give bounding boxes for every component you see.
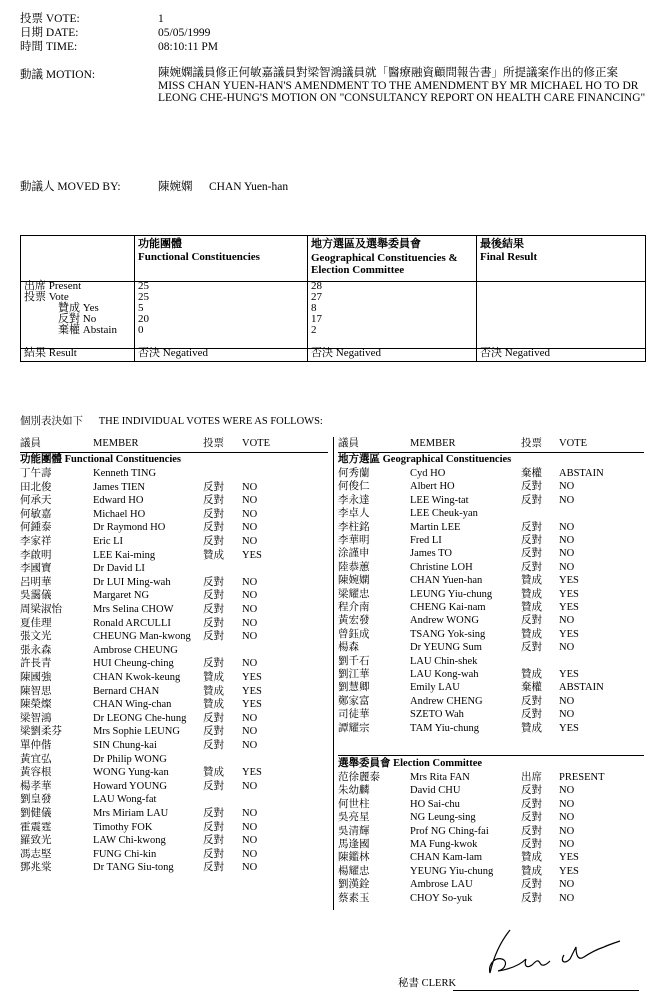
member-name-en: Andrew WONG xyxy=(410,615,479,627)
vote-zh: 贊成 xyxy=(521,722,542,734)
member-name-en: CHAN Wing-chan xyxy=(93,699,172,711)
member-name-zh: 劉皇發 xyxy=(20,794,52,806)
member-name-en: CHAN Kam-lam xyxy=(410,852,483,864)
member-name-en: Dr Philip WONG xyxy=(93,753,167,765)
member-name-zh: 劉千石 xyxy=(338,655,370,667)
summary-table xyxy=(20,235,646,362)
vote-en: NO xyxy=(559,521,575,533)
member-name-zh: 李啟明 xyxy=(20,549,52,561)
vote-en: NO xyxy=(242,631,258,643)
vote-zh: 反對 xyxy=(203,481,224,493)
member-name-en: Eric LI xyxy=(93,536,124,547)
member-name-zh: 范徐麗泰 xyxy=(338,772,380,783)
vote-zh: 贊成 xyxy=(203,549,224,561)
left-header-vote-zh: 投票 xyxy=(203,438,224,449)
fc-vote: 25 xyxy=(138,291,149,303)
member-name-zh: 李永達 xyxy=(338,494,370,506)
vote-zh: 出席 xyxy=(521,772,542,783)
vote-zh: 反對 xyxy=(521,839,542,850)
member-name-en: YEUNG Yiu-chung xyxy=(410,865,494,877)
vote-zh: 贊成 xyxy=(521,865,542,877)
vote-en: NO xyxy=(559,642,575,654)
vote-en: YES xyxy=(242,699,262,711)
member-name-en: Timothy FOK xyxy=(93,821,153,833)
result-label: 結果 Result xyxy=(24,347,77,359)
vote-en: YES xyxy=(559,865,579,877)
vote-zh: 反對 xyxy=(521,481,542,493)
member-name-en: LAU Chin-shek xyxy=(410,655,478,667)
member-name-zh: 鄭家富 xyxy=(338,695,370,707)
motion-text xyxy=(158,67,648,105)
vote-en: NO xyxy=(242,617,258,629)
vote-en: NO xyxy=(559,879,575,891)
vote-zh: 反對 xyxy=(521,561,542,573)
vote-zh: 反對 xyxy=(203,835,224,847)
member-name-zh: 楊森 xyxy=(338,642,359,654)
member-name-zh: 梁智鴻 xyxy=(20,712,52,724)
vote-en: NO xyxy=(242,726,258,738)
member-name-zh: 夏佳理 xyxy=(20,617,52,629)
vote-zh: 反對 xyxy=(203,808,224,819)
gc-header-zh: 地方選區及選舉委員會 xyxy=(311,238,421,250)
member-name-en: Edward HO xyxy=(93,495,144,507)
vote-en: NO xyxy=(559,481,575,493)
vote-en: NO xyxy=(559,548,575,560)
member-name-zh: 劉江華 xyxy=(338,669,370,680)
vote-zh: 反對 xyxy=(203,604,224,615)
vote-zh: 反對 xyxy=(203,848,224,860)
member-name-en: CHOY So-yuk xyxy=(410,892,473,904)
left-header-vote-en: VOTE xyxy=(242,438,270,449)
vote-en: NO xyxy=(559,709,575,721)
fc-no: 20 xyxy=(138,313,149,325)
member-name-zh: 何鍾泰 xyxy=(20,522,52,534)
vote-zh: 反對 xyxy=(203,821,224,833)
vote-zh: 棄權 xyxy=(521,468,542,479)
member-name-zh: 蔡素玉 xyxy=(338,892,370,904)
member-name-zh: 呂明華 xyxy=(20,576,52,588)
vote-number: 1 xyxy=(158,13,164,25)
member-name-en: HO Sai-chu xyxy=(410,798,460,810)
vote-en: NO xyxy=(559,839,575,850)
member-name-zh: 劉漢銓 xyxy=(338,879,370,891)
member-name-zh: 馮志堅 xyxy=(20,848,52,860)
vote-zh: 反對 xyxy=(203,658,224,670)
vote-en: YES xyxy=(559,722,579,734)
member-name-en: Michael HO xyxy=(93,508,146,520)
vote-zh: 贊成 xyxy=(521,628,542,640)
vote-en: NO xyxy=(242,821,258,833)
final-header-zh: 最後結果 xyxy=(480,238,524,250)
member-name-zh: 吳亮星 xyxy=(338,812,370,824)
member-name-zh: 何秀蘭 xyxy=(338,468,370,479)
vote-en: NO xyxy=(242,604,258,615)
member-name-en: LEE Kai-ming xyxy=(93,549,156,561)
gc-abstain: 2 xyxy=(311,324,317,336)
left-header-member-en: MEMBER xyxy=(93,438,139,449)
vote-label: 投票 VOTE: xyxy=(20,13,80,25)
member-name-en: CHAN Yuen-han xyxy=(410,575,483,587)
member-name-en: Dr TANG Siu-tong xyxy=(93,862,174,874)
gc-header-en: Geographical Constituencies & Election Committee xyxy=(311,252,458,276)
member-name-zh: 涂謹申 xyxy=(338,548,370,560)
member-name-en: LEE Cheuk-yan xyxy=(410,508,478,520)
moved-by-label: 動議人 MOVED BY: xyxy=(20,181,121,193)
vote-en: YES xyxy=(559,575,579,587)
yes-label: 贊成 Yes xyxy=(58,302,99,314)
time-value: 08:10:11 PM xyxy=(158,41,218,53)
member-name-zh: 何承天 xyxy=(20,495,52,507)
member-name-en: Dr LEONG Che-hung xyxy=(93,712,187,724)
member-name-en: HUI Cheung-ching xyxy=(93,658,174,670)
member-name-en: TSANG Yok-sing xyxy=(410,628,486,640)
member-name-zh: 李華明 xyxy=(338,535,370,546)
vote-en: NO xyxy=(242,576,258,588)
vote-en: YES xyxy=(559,588,579,600)
date-label: 日期 DATE: xyxy=(20,27,79,39)
member-name-en: Mrs Rita FAN xyxy=(410,772,470,783)
member-name-en: MA Fung-kwok xyxy=(410,839,478,850)
vote-zh: 贊成 xyxy=(521,669,542,680)
vote-zh: 反對 xyxy=(521,521,542,533)
right-header-vote-zh: 投票 xyxy=(521,438,542,449)
member-name-zh: 吳靄儀 xyxy=(20,590,52,602)
vote-zh: 反對 xyxy=(203,740,224,751)
member-name-en: TAM Yiu-chung xyxy=(410,722,480,734)
member-name-zh: 劉健儀 xyxy=(20,808,52,819)
vote-en: NO xyxy=(242,740,258,751)
vote-en: NO xyxy=(559,535,575,546)
member-name-zh: 劉慧卿 xyxy=(338,682,370,694)
right-header-member-en: MEMBER xyxy=(410,438,456,449)
member-name-en: James TIEN xyxy=(93,481,146,493)
vote-zh: 反對 xyxy=(203,862,224,874)
member-name-zh: 馬逢國 xyxy=(338,839,370,850)
member-name-zh: 單仲偕 xyxy=(20,740,52,751)
member-name-en: WONG Yung-kan xyxy=(93,767,169,779)
vote-en: YES xyxy=(242,685,262,697)
member-name-zh: 楊耀忠 xyxy=(338,865,370,877)
vote-zh: 反對 xyxy=(203,631,224,643)
date-value: 05/05/1999 xyxy=(158,27,211,39)
vote-zh: 反對 xyxy=(203,590,224,602)
vote-en: NO xyxy=(242,536,258,547)
member-name-zh: 張文光 xyxy=(20,631,52,643)
fc-abstain: 0 xyxy=(138,324,144,336)
member-name-zh: 譚耀宗 xyxy=(338,722,370,734)
member-name-zh: 梁耀忠 xyxy=(338,588,370,600)
member-name-en: Ambrose CHEUNG xyxy=(93,644,178,656)
left-header-member-zh: 議員 xyxy=(20,438,41,449)
vote-en: NO xyxy=(242,808,258,819)
vote-zh: 反對 xyxy=(521,615,542,627)
vote-en: YES xyxy=(242,767,262,779)
motion-en: MISS CHAN YUEN-HAN'S AMENDMENT TO THE AMENDMENT BY MR MICHAEL HO TO DR LEONG CHE-HUNG'S MOTION ON "CONSULTANCY REPORT ON HEALTH CARE FINANCING" xyxy=(158,79,646,104)
vote-en: NO xyxy=(242,835,258,847)
vote-zh: 贊成 xyxy=(521,588,542,600)
vote-zh: 反對 xyxy=(203,576,224,588)
motion-zh: 陳婉嫻議員修正何敏嘉議員對梁智鴻議員就「醫療融資顧問報告書」所提議案作出的修正案 xyxy=(158,67,618,79)
vote-zh: 贊成 xyxy=(521,602,542,613)
vote-en: ABSTAIN xyxy=(559,682,604,694)
vote-zh: 反對 xyxy=(521,709,542,721)
left-member-list xyxy=(20,467,328,887)
member-name-en: Mrs Sophie LEUNG xyxy=(93,726,180,738)
right-header-member-zh: 議員 xyxy=(338,438,359,449)
member-name-en: LAU Kong-wah xyxy=(410,669,479,680)
vote-zh: 反對 xyxy=(521,798,542,810)
right-section-gc-title: 地方選區 Geographical Constituencies xyxy=(338,454,512,465)
gc-result: 否決 Negatived xyxy=(311,347,381,359)
vote-en: NO xyxy=(559,561,575,573)
vote-en: YES xyxy=(242,549,262,561)
vote-en: YES xyxy=(559,602,579,613)
vote-en: NO xyxy=(242,522,258,534)
vote-zh: 反對 xyxy=(203,726,224,738)
vote-row-label: 投票 Vote xyxy=(24,291,69,303)
individual-votes-title: 個別表決如下 THE INDIVIDUAL VOTES WERE AS FOLLOWS: xyxy=(20,416,323,427)
gc-vote: 27 xyxy=(311,291,322,303)
member-name-en: LAU Wong-fat xyxy=(93,794,157,806)
member-name-zh: 田北俊 xyxy=(20,481,52,493)
clerk-label: 秘書 CLERK xyxy=(398,978,457,989)
member-name-en: Margaret NG xyxy=(93,590,150,602)
motion-label: 動議 MOTION: xyxy=(20,69,96,81)
mover-en: CHAN Yuen-han xyxy=(209,181,289,193)
member-name-zh: 梁劉柔芬 xyxy=(20,726,62,738)
left-section-title: 功能團體 Functional Constituencies xyxy=(20,454,182,465)
member-name-zh: 何敏嘉 xyxy=(20,508,52,520)
time-label: 時間 TIME: xyxy=(20,41,78,53)
member-name-en: Cyd HO xyxy=(410,468,446,479)
vote-zh: 贊成 xyxy=(203,685,224,697)
member-name-en: Mrs Selina CHOW xyxy=(93,604,174,615)
vote-en: NO xyxy=(559,615,575,627)
vote-en: PRESENT xyxy=(559,772,605,783)
member-name-en: Martin LEE xyxy=(410,521,461,533)
abstain-label: 棄權 Abstain xyxy=(58,324,117,336)
vote-zh: 反對 xyxy=(521,535,542,546)
vote-zh: 反對 xyxy=(203,712,224,724)
right-gc-member-list xyxy=(338,467,644,734)
vote-en: YES xyxy=(242,672,262,683)
member-name-en: James TO xyxy=(410,548,452,560)
vote-zh: 反對 xyxy=(203,617,224,629)
member-name-en: CHEUNG Man-kwong xyxy=(93,631,191,643)
member-name-zh: 李國寶 xyxy=(20,563,52,575)
vote-zh: 贊成 xyxy=(521,852,542,864)
vote-zh: 反對 xyxy=(521,892,542,904)
member-name-en: Ronald ARCULLI xyxy=(93,617,171,629)
member-name-zh: 陸恭蕙 xyxy=(338,561,370,573)
member-name-zh: 楊孝華 xyxy=(20,780,52,792)
vote-zh: 反對 xyxy=(521,812,542,824)
vote-zh: 反對 xyxy=(203,508,224,520)
member-name-zh: 李卓人 xyxy=(338,508,370,520)
final-result: 否決 Negatived xyxy=(480,347,550,359)
vote-zh: 反對 xyxy=(203,536,224,547)
vote-zh: 反對 xyxy=(203,780,224,792)
member-name-zh: 陳國強 xyxy=(20,672,52,683)
vote-zh: 反對 xyxy=(203,495,224,507)
gc-yes: 8 xyxy=(311,302,317,314)
member-name-zh: 李柱銘 xyxy=(338,521,370,533)
member-name-zh: 吳清輝 xyxy=(338,825,370,837)
vote-en: YES xyxy=(559,852,579,864)
member-name-en: Kenneth TING xyxy=(93,468,157,479)
member-name-en: Howard YOUNG xyxy=(93,780,167,792)
vote-zh: 反對 xyxy=(521,695,542,707)
no-label: 反對 No xyxy=(58,313,97,325)
member-name-en: Dr David LI xyxy=(93,563,145,575)
vote-zh: 贊成 xyxy=(203,699,224,711)
vote-en: NO xyxy=(242,495,258,507)
member-name-en: Emily LAU xyxy=(410,682,460,694)
final-header-en: Final Result xyxy=(480,251,538,263)
vote-en: NO xyxy=(559,825,575,837)
member-name-zh: 鄧兆棠 xyxy=(20,862,52,874)
gc-present: 28 xyxy=(311,280,322,292)
vote-en: NO xyxy=(559,695,575,707)
vote-en: NO xyxy=(242,780,258,792)
member-name-en: SIN Chung-kai xyxy=(93,740,157,751)
member-name-zh: 羅致光 xyxy=(20,835,52,847)
member-name-zh: 陳鑑林 xyxy=(338,852,370,864)
member-name-zh: 丁午壽 xyxy=(20,468,52,479)
member-name-en: LAW Chi-kwong xyxy=(93,835,166,847)
member-name-zh: 陳婉嫻 xyxy=(338,575,370,587)
vote-en: YES xyxy=(559,628,579,640)
member-name-en: LEE Wing-tat xyxy=(410,494,469,506)
member-name-en: Prof NG Ching-fai xyxy=(410,825,489,837)
member-name-zh: 曾鈺成 xyxy=(338,628,370,640)
member-name-en: Albert HO xyxy=(410,481,455,493)
vote-zh: 贊成 xyxy=(203,767,224,779)
member-name-en: FUNG Chi-kin xyxy=(93,848,157,860)
fc-header-zh: 功能團體 xyxy=(138,238,182,250)
member-name-zh: 何俊仁 xyxy=(338,481,370,493)
member-name-en: CHENG Kai-nam xyxy=(410,602,486,613)
member-name-zh: 霍震霆 xyxy=(20,821,52,833)
member-name-zh: 周梁淑怡 xyxy=(20,604,62,615)
vote-zh: 反對 xyxy=(521,494,542,506)
member-name-zh: 李家祥 xyxy=(20,536,52,547)
member-name-zh: 黃宏發 xyxy=(338,615,370,627)
right-section-ec-title: 選舉委員會 Election Committee xyxy=(338,758,483,769)
member-name-zh: 黃容根 xyxy=(20,767,52,779)
member-name-zh: 陳榮燦 xyxy=(20,699,52,711)
vote-en: NO xyxy=(242,481,258,493)
member-name-zh: 陳智思 xyxy=(20,685,52,697)
vote-en: NO xyxy=(242,862,258,874)
member-name-en: NG Leung-sing xyxy=(410,812,476,824)
member-name-en: Dr YEUNG Sum xyxy=(410,642,482,654)
vote-en: NO xyxy=(242,508,258,520)
vote-zh: 反對 xyxy=(521,879,542,891)
member-name-en: Ambrose LAU xyxy=(410,879,473,891)
vote-en: NO xyxy=(242,590,258,602)
fc-present: 25 xyxy=(138,280,149,292)
gc-no: 17 xyxy=(311,313,322,325)
vote-en: NO xyxy=(559,892,575,904)
member-name-en: Christine LOH xyxy=(410,561,473,573)
vote-zh: 反對 xyxy=(203,522,224,534)
vote-zh: 棄權 xyxy=(521,682,542,694)
member-name-en: Bernard CHAN xyxy=(93,685,160,697)
vote-en: NO xyxy=(559,798,575,810)
vote-zh: 贊成 xyxy=(203,672,224,683)
member-name-en: CHAN Kwok-keung xyxy=(93,672,181,683)
vote-zh: 贊成 xyxy=(521,575,542,587)
vote-en: NO xyxy=(242,848,258,860)
vote-en: YES xyxy=(559,669,579,680)
vote-zh: 反對 xyxy=(521,642,542,654)
member-name-en: Dr Raymond HO xyxy=(93,522,166,534)
member-name-en: David CHU xyxy=(410,785,461,797)
member-name-zh: 程介南 xyxy=(338,602,370,613)
clerk-signature xyxy=(480,925,630,980)
member-name-zh: 許長青 xyxy=(20,658,52,670)
member-name-zh: 司徒華 xyxy=(338,709,370,721)
member-name-en: Dr LUI Ming-wah xyxy=(93,576,171,588)
member-name-zh: 黃宜弘 xyxy=(20,753,52,765)
vote-en: NO xyxy=(559,785,575,797)
right-ec-member-list xyxy=(338,771,644,903)
member-name-en: Fred LI xyxy=(410,535,442,546)
fc-header-en: Functional Constituencies xyxy=(138,251,260,263)
vote-en: NO xyxy=(559,494,575,506)
vote-en: NO xyxy=(242,658,258,670)
member-name-zh: 何世柱 xyxy=(338,798,370,810)
fc-yes: 5 xyxy=(138,302,144,314)
vote-zh: 反對 xyxy=(521,785,542,797)
right-header-vote-en: VOTE xyxy=(559,438,587,449)
vote-zh: 反對 xyxy=(521,548,542,560)
present-label: 出席 Present xyxy=(24,280,82,292)
mover-zh: 陳婉嫻 xyxy=(158,181,193,193)
member-name-zh: 朱幼麟 xyxy=(338,785,370,797)
vote-zh: 反對 xyxy=(521,825,542,837)
vote-en: NO xyxy=(242,712,258,724)
member-name-en: Mrs Miriam LAU xyxy=(93,808,169,819)
member-name-en: LEUNG Yiu-chung xyxy=(410,588,493,600)
member-name-en: Andrew CHENG xyxy=(410,695,483,707)
member-name-zh: 張永森 xyxy=(20,644,52,656)
fc-result: 否決 Negatived xyxy=(138,347,208,359)
vote-en: ABSTAIN xyxy=(559,468,604,479)
clerk-signature-line xyxy=(453,990,639,991)
vote-en: NO xyxy=(559,812,575,824)
member-name-en: SZETO Wah xyxy=(410,709,464,721)
